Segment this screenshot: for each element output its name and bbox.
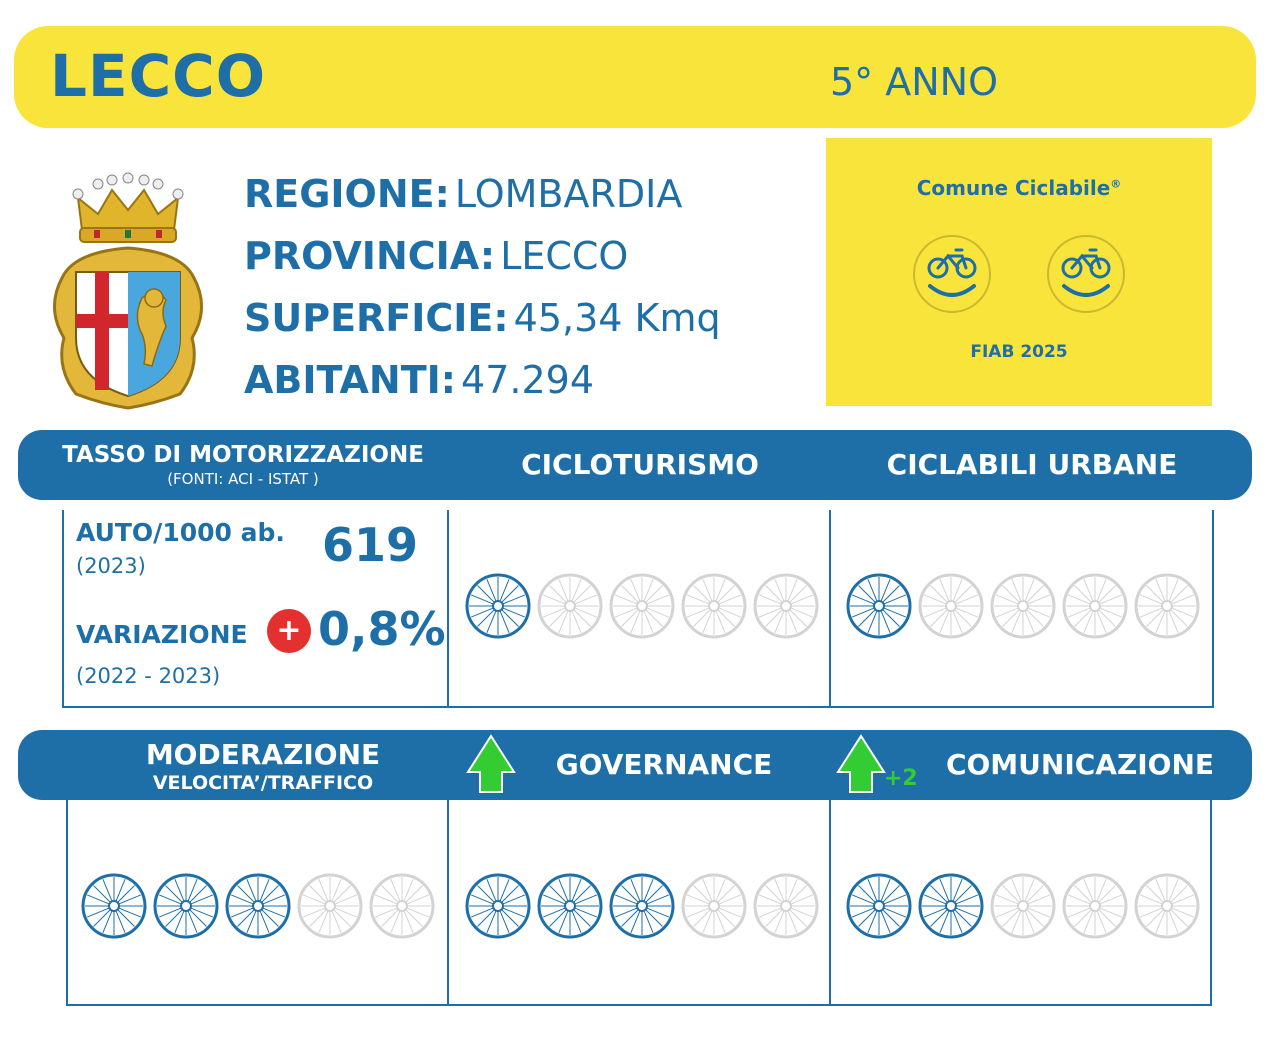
urban-cycleways-title: CICLABILI URBANE [886,448,1178,481]
city-name: LECCO [50,42,267,110]
wheel-active-icon [464,872,532,940]
info-row-area [244,292,721,354]
wheel-inactive-icon [752,572,820,640]
wheel-inactive-icon [917,572,985,640]
wheel-active-icon [536,872,604,940]
badge-title-text: Comune Ciclabile [916,176,1111,200]
title-bar [14,26,1256,128]
badge-title [826,176,1212,200]
variation-period: (2022 - 2023) [76,664,221,688]
registered-mark: ® [1110,177,1122,191]
grid-divider [829,510,831,708]
wheel-active-icon [917,872,985,940]
comune-ciclabile-badge [826,138,1212,406]
wheel-inactive-icon [989,572,1057,640]
wheel-active-icon [845,572,913,640]
info-value: 47.294 [461,358,595,402]
info-key: REGIONE: [244,172,450,216]
wheel-inactive-icon [1133,872,1201,940]
variation-label: VARIAZIONE [76,620,248,649]
wheel-inactive-icon [680,572,748,640]
wheel-inactive-icon [608,572,676,640]
variation-sign: + [276,613,302,648]
grid-divider [447,510,449,708]
moderation-subtitle: VELOCITA’/TRAFFICO [152,772,374,794]
wheel-active-icon [224,872,292,940]
badge-year: FIAB 2025 [970,342,1068,362]
info-row-region [244,168,721,230]
auto-per-1000-value: 619 [322,518,419,572]
governance-title: GOVERNANCE [555,748,773,781]
grid-divider [447,800,449,1006]
wheel-inactive-icon [1061,872,1129,940]
wheel-inactive-icon [989,872,1057,940]
smiling-bike-icon [912,234,992,314]
section-header-row-1 [18,430,1252,500]
wheel-active-icon [152,872,220,940]
wheel-inactive-icon [752,872,820,940]
variation-value: 0,8% [318,602,446,656]
info-row-province [244,230,721,292]
wheel-inactive-icon [296,872,364,940]
wheel-inactive-icon [1133,572,1201,640]
info-key: ABITANTI: [244,358,456,402]
wheel-inactive-icon [368,872,436,940]
info-key: SUPERFICIE: [244,296,509,340]
wheel-inactive-icon [680,872,748,940]
wheel-active-icon [464,572,532,640]
info-value: LOMBARDIA [454,172,683,216]
section-header-row-2 [18,730,1252,800]
info-row-inhabitants [244,354,721,416]
wheel-active-icon [845,872,913,940]
smiling-bike-icon [1046,234,1126,314]
info-key: PROVINCIA: [244,234,496,278]
motorization-source: (FONTI: ACI - ISTAT ) [167,470,319,488]
communication-title: COMUNICAZIONE [945,748,1215,781]
wheel-active-icon [608,872,676,940]
wheel-active-icon [80,872,148,940]
info-value: LECCO [500,234,629,278]
info-value: 45,34 Kmq [513,296,721,340]
wheel-inactive-icon [536,572,604,640]
auto-per-1000-label: AUTO/1000 ab. [76,518,285,547]
motorization-title: TASSO DI MOTORIZZAZIONE [62,442,424,468]
governance-up-arrow-icon [466,734,516,794]
wheel-inactive-icon [1061,572,1129,640]
cycletourism-title: CICLOTURISMO [521,448,759,481]
communication-up-arrow-icon [836,734,886,794]
auto-year: (2023) [76,554,146,578]
grid-divider [829,800,831,1006]
city-info [244,168,721,416]
communication-increase-note: +2 [884,766,918,791]
edition-year: 5° ANNO [830,60,999,104]
coat-of-arms-icon [42,168,214,410]
plus-icon [266,608,312,654]
moderation-title: MODERAZIONE [145,738,381,771]
